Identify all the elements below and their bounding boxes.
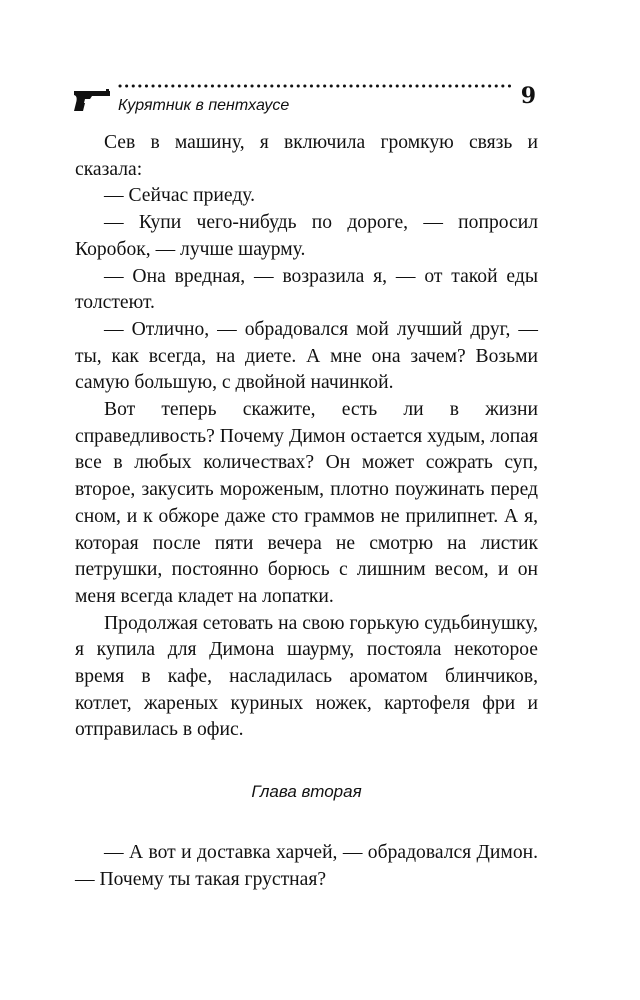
paragraph: — Отлично, — обрадовался мой лучший друг, — ты, как всегда, на диете. А мне она зачем? Возьми самую большую, с двойной начинкой. — [75, 318, 538, 394]
pistol-icon — [72, 85, 112, 113]
page-header — [72, 82, 542, 122]
paragraph: Сев в машину, я включила громкую связь и сказала: — [75, 132, 538, 180]
paragraph: Продолжая сетовать на свою горькую судьбинушку, я купила для Димона шаурму, постояла некоторое время в кафе, насладилась ароматом блинчиков, котлет, жареных куриных ножек, картофеля фри и отправилась в офис. — [75, 612, 538, 741]
page-body — [75, 130, 538, 894]
chapter-heading: Глава вторая — [251, 781, 362, 801]
paragraph: Вот теперь скажите, есть ли в жизни справедливость? Почему Димон остается худым, лопая все в любых количествах? Он может сожрать суп, второе, закусить мороженым, плотно поужинать перед сном, и к обжоре даже сто граммов не прилипнет. А я, которая после пяти вечера не смотрю на листик петрушки, постоянно борюсь с лишним весом, и он меня всегда кладет на лопатки. — [75, 399, 538, 607]
dotted-rule — [118, 82, 512, 90]
paragraph: — Купи чего-нибудь по дороге, — попросил Коробок, — лучше шаурму. — [75, 212, 538, 260]
paragraph: — А вот и доставка харчей, — обрадовался Димон. — Почему ты такая грустная? — [75, 842, 538, 890]
spacer — [75, 752, 538, 779]
page-number: 9 — [520, 83, 536, 109]
paragraph: — Она вредная, — возразила я, — от такой еды толстеют. — [75, 265, 538, 314]
paragraph: — Сейчас приеду. — [104, 185, 256, 207]
spacer — [75, 814, 538, 841]
running-title: Курятник в пентхаусе — [118, 97, 290, 114]
